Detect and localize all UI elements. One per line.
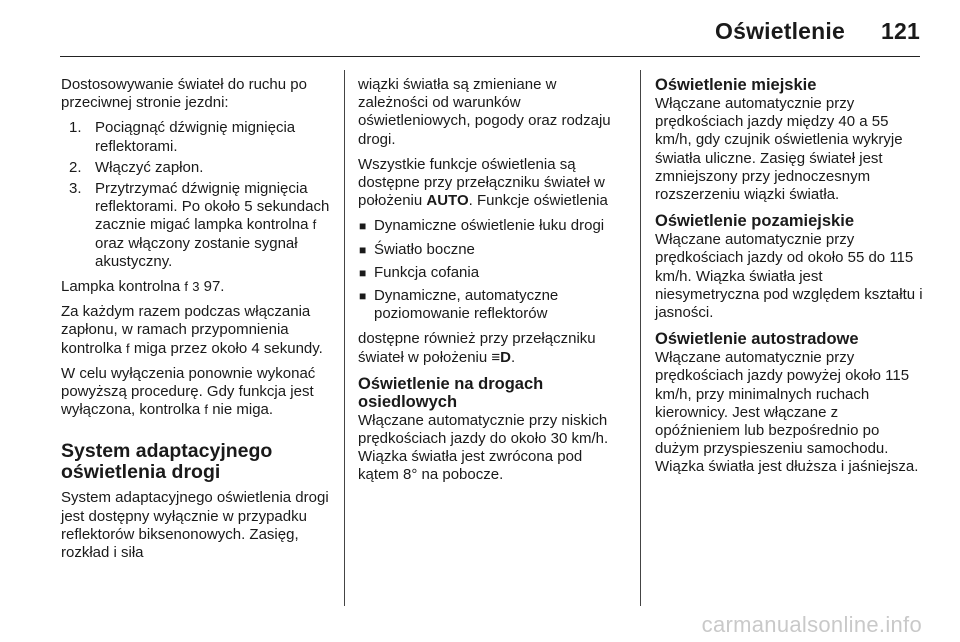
section-heading: Oświetlenie pozamiejskie (655, 212, 854, 231)
list-item (358, 217, 624, 235)
section-country-lighting (655, 212, 925, 322)
step-text: Przytrzymać dźwignię mignięcia reflektorami. Po około 5 sekundach zacznie migać lampka kontrolna (95, 180, 330, 234)
page-title (60, 18, 920, 45)
reminder-paragraph (61, 303, 331, 358)
section-heading-adaptive-lighting: System adaptacyjnego oświetlenia drogi (61, 440, 273, 484)
bullet-square-icon: ■ (359, 265, 367, 280)
column-divider-2 (640, 70, 641, 606)
list-item-text: Funkcja cofania (374, 263, 480, 281)
step-text: Włączyć zapłon. (95, 158, 204, 176)
list-item-text: Światło boczne (374, 240, 475, 258)
section-motorway-lighting (655, 330, 925, 476)
section-heading: Oświetlenie autostradowe (655, 330, 859, 349)
section-paragraph: Włączane automatycznie przy prędkościach jazdy między 40 a 55 km/h, gdy czujnik oświetlenia wykryje światła uliczne. Zasięg świateł jest zmniejszony przy jednoczesnym rozszerzeniu wiązki światła. (655, 95, 903, 204)
step-number: 2. (69, 158, 82, 176)
adaptive-lighting-paragraph: System adaptacyjnego oświetlenia drogi jest dostępny wyłącznie w przypadku reflektorów biksenonowych. Zasięg, rozkład i siła (61, 489, 329, 562)
intro-paragraph: Dostosowywanie świateł do ruchu po przeciwnej stronie jezdni: (61, 76, 307, 112)
low-beam-text-end: . (511, 348, 516, 366)
page-reference-arrow-icon: 3 (192, 279, 200, 295)
step-number: 3. (69, 180, 82, 198)
column-3 (655, 76, 925, 485)
section-paragraph: Włączane automatycznie przy prędkościach jazdy powyżej około 115 km/h, przy minimalnych ruchach kierownicy. Jest włączane z opóźnieniem lub bezpośrednio po dużym przyspieszeniu samochodu. Wiązka światła jest dłuższa i jaśniejsza. (655, 349, 919, 476)
lamp-reference (61, 278, 331, 296)
continued-paragraph: wiązki światła są zmieniane w zależności od warunków oświetleniowych, pogody oraz rodzaju drogi. (358, 76, 611, 148)
bullet-square-icon: ■ (359, 289, 367, 304)
list-item (358, 241, 624, 259)
warning-lamp-icon: f (204, 402, 209, 418)
page-number: 121 (881, 18, 920, 44)
page-ref-number: 97. (199, 278, 225, 296)
disable-paragraph (61, 365, 331, 420)
section-paragraph: Włączane automatycznie przy prędkościach jazdy od około 55 do 115 km/h. Wiązka światła jest niesymetryczna pod względem kształtu i jasności. (655, 231, 923, 322)
warning-lamp-icon: f (184, 279, 189, 295)
disable-text-end: nie miga. (208, 401, 274, 419)
section-heading: Oświetlenie miejskie (655, 76, 817, 94)
list-item-text: Dynamiczne oświetlenie łuku drogi (374, 217, 605, 235)
auto-text-end: . Funkcje oświetlenia (468, 192, 608, 210)
watermark: carmanualsonline.info (701, 612, 922, 637)
auto-label: AUTO (426, 192, 469, 210)
step-number: 1. (69, 119, 82, 137)
section-city-lighting (655, 76, 925, 204)
reminder-text: Za każdym razem podczas włączania zapłonu, w ramach przypomnienia kontrolka (61, 303, 311, 357)
column-1 (61, 76, 331, 569)
low-beam-paragraph (358, 330, 624, 366)
functions-list (358, 217, 624, 323)
bullet-square-icon: ■ (359, 219, 367, 234)
list-item-text: Dynamiczne, automatyczne poziomowanie reflektorów (374, 287, 559, 323)
section-heading-residential: Oświetlenie na drogach osiedlowych (358, 374, 544, 411)
column-2 (358, 76, 624, 492)
low-beam-text: dostępne również przy przełączniku świateł w położeniu (358, 330, 596, 366)
steps-list (61, 119, 331, 271)
chapter-title: Oświetlenie (714, 18, 846, 44)
reminder-text-end: miga przez około 4 sekundy. (129, 339, 323, 357)
list-item (358, 287, 624, 323)
disable-text: W celu wyłączenia ponownie wykonać powyższą procedurę. Gdy funkcja jest wyłączona, kontrolka (61, 364, 316, 419)
warning-lamp-icon: f (126, 340, 130, 356)
residential-paragraph: Włączane automatycznie przy niskich prędkościach jazdy do około 30 km/h. Wiązka światła jest zwrócona pod kątem 8° na pobocze. (358, 411, 609, 484)
lamp-ref-text: Lampka kontrolna (61, 278, 185, 296)
auto-functions-paragraph (358, 156, 624, 211)
step-item (69, 159, 331, 177)
step-item (69, 119, 331, 155)
step-item (69, 180, 331, 271)
list-item (358, 264, 624, 282)
column-divider-1 (344, 70, 345, 606)
low-beam-icon: ≡D (491, 348, 511, 366)
step-text-end: oraz włączony zostanie sygnał akustyczny. (95, 234, 298, 270)
step-text: Pociągnąć dźwignię mignięcia reflektorami. (95, 119, 296, 155)
warning-lamp-icon: f (312, 217, 317, 233)
auto-text: Wszystkie funkcje oświetlenia są dostępne przy przełączniku świateł w położeniu (358, 155, 605, 210)
page-header (60, 0, 920, 57)
bullet-square-icon: ■ (359, 242, 367, 257)
